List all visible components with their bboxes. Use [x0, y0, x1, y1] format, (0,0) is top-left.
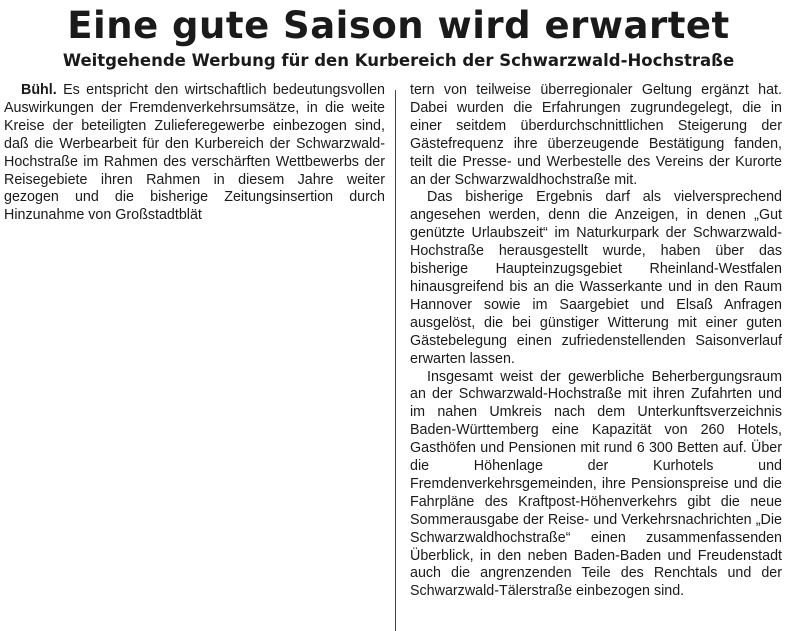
column-divider	[395, 90, 396, 631]
article-paragraph: Insgesamt weist der gewerbliche Beherbergungsraum an der Schwarzwald-Hochstraße mit ihren Zufahrten und im nahen Umkreis nach dem Unterkunftsverzeichnis Baden-Württemberg eine Kapazität von 260 Hotels, Gasthöfen und Pensionen mit rund 6 300 Betten auf. Über die Höhenlage der Kurhotels und Fremdenverkehrsgemeinden, ihre Pensionspreise und die Fahrpläne des Kraftpost-Höhenverkehrs gibt die neue Sommerausgabe der Reise- und Verkehrsnachrichten „Die Schwarzwaldhochstraße“ einen zusammenfassenden Überblick, in den neben Baden-Baden und Freudenstadt auch die angrenzenden Teile des Renchtals und der Schwarzwald-Tälerstraße einbezogen sind.	[410, 368, 782, 600]
headline: Eine gute Saison wird erwartet	[67, 4, 730, 47]
article-paragraph	[4, 82, 385, 225]
subheadline: Weitgehende Werbung für den Kurbereich der Schwarzwald-Hochstraße	[62, 51, 735, 70]
article-column-right	[410, 82, 782, 601]
dateline: Bühl.	[21, 82, 57, 98]
article-paragraph: tern von teilweise überregionaler Geltung ergänzt hat. Dabei wurden die Erfahrungen zugrundegelegt, die in einer seitdem überdurchschnittlichen Steigerung der Gästefrequenz ihre überzeugende Bestätigung fanden, teilt die Presse- und Werbestelle des Vereins der Kurorte an der Schwarzwaldhochstraße mit.	[410, 82, 782, 188]
article-paragraph: Das bisherige Ergebnis darf als vielversprechend angesehen werden, denn die Anzeigen, in denen „Gut genützte Urlaubszeit“ im Naturkurpark der Schwarzwald-Hochstraße herausgestellt wurde, haben über das bisherige Haupteinzugsgebiet Rheinland-Westfalen hinausgreifend bis an die Wasserkante und in den Raum Hannover sowie im Saargebiet und Elsaß Anfragen ausgelöst, die bei günstiger Witterung mit einer guten Gästebelegung einen zufriedenstellenden Saisonverlauf erwarten lassen.	[410, 189, 782, 367]
article-column-left	[4, 82, 385, 225]
paragraph-text: Es entspricht den wirtschaftlich bedeutungsvollen Auswirkungen der Fremdenverkehrsumsätze, in die weite Kreise der beteiligten Zulieferegewerbe einbezogen sind, daß die Werbearbeit für den Kurbereich der Schwarzwald-Hochstraße im Rahmen des verschärften Wettbewerbs der Reisegebiete ihren Rahmen in diesem Jahre weiter gezogen und die bisherige Zeitungsinsertion durch Hinzunahme von Großstadtblät	[4, 82, 386, 224]
